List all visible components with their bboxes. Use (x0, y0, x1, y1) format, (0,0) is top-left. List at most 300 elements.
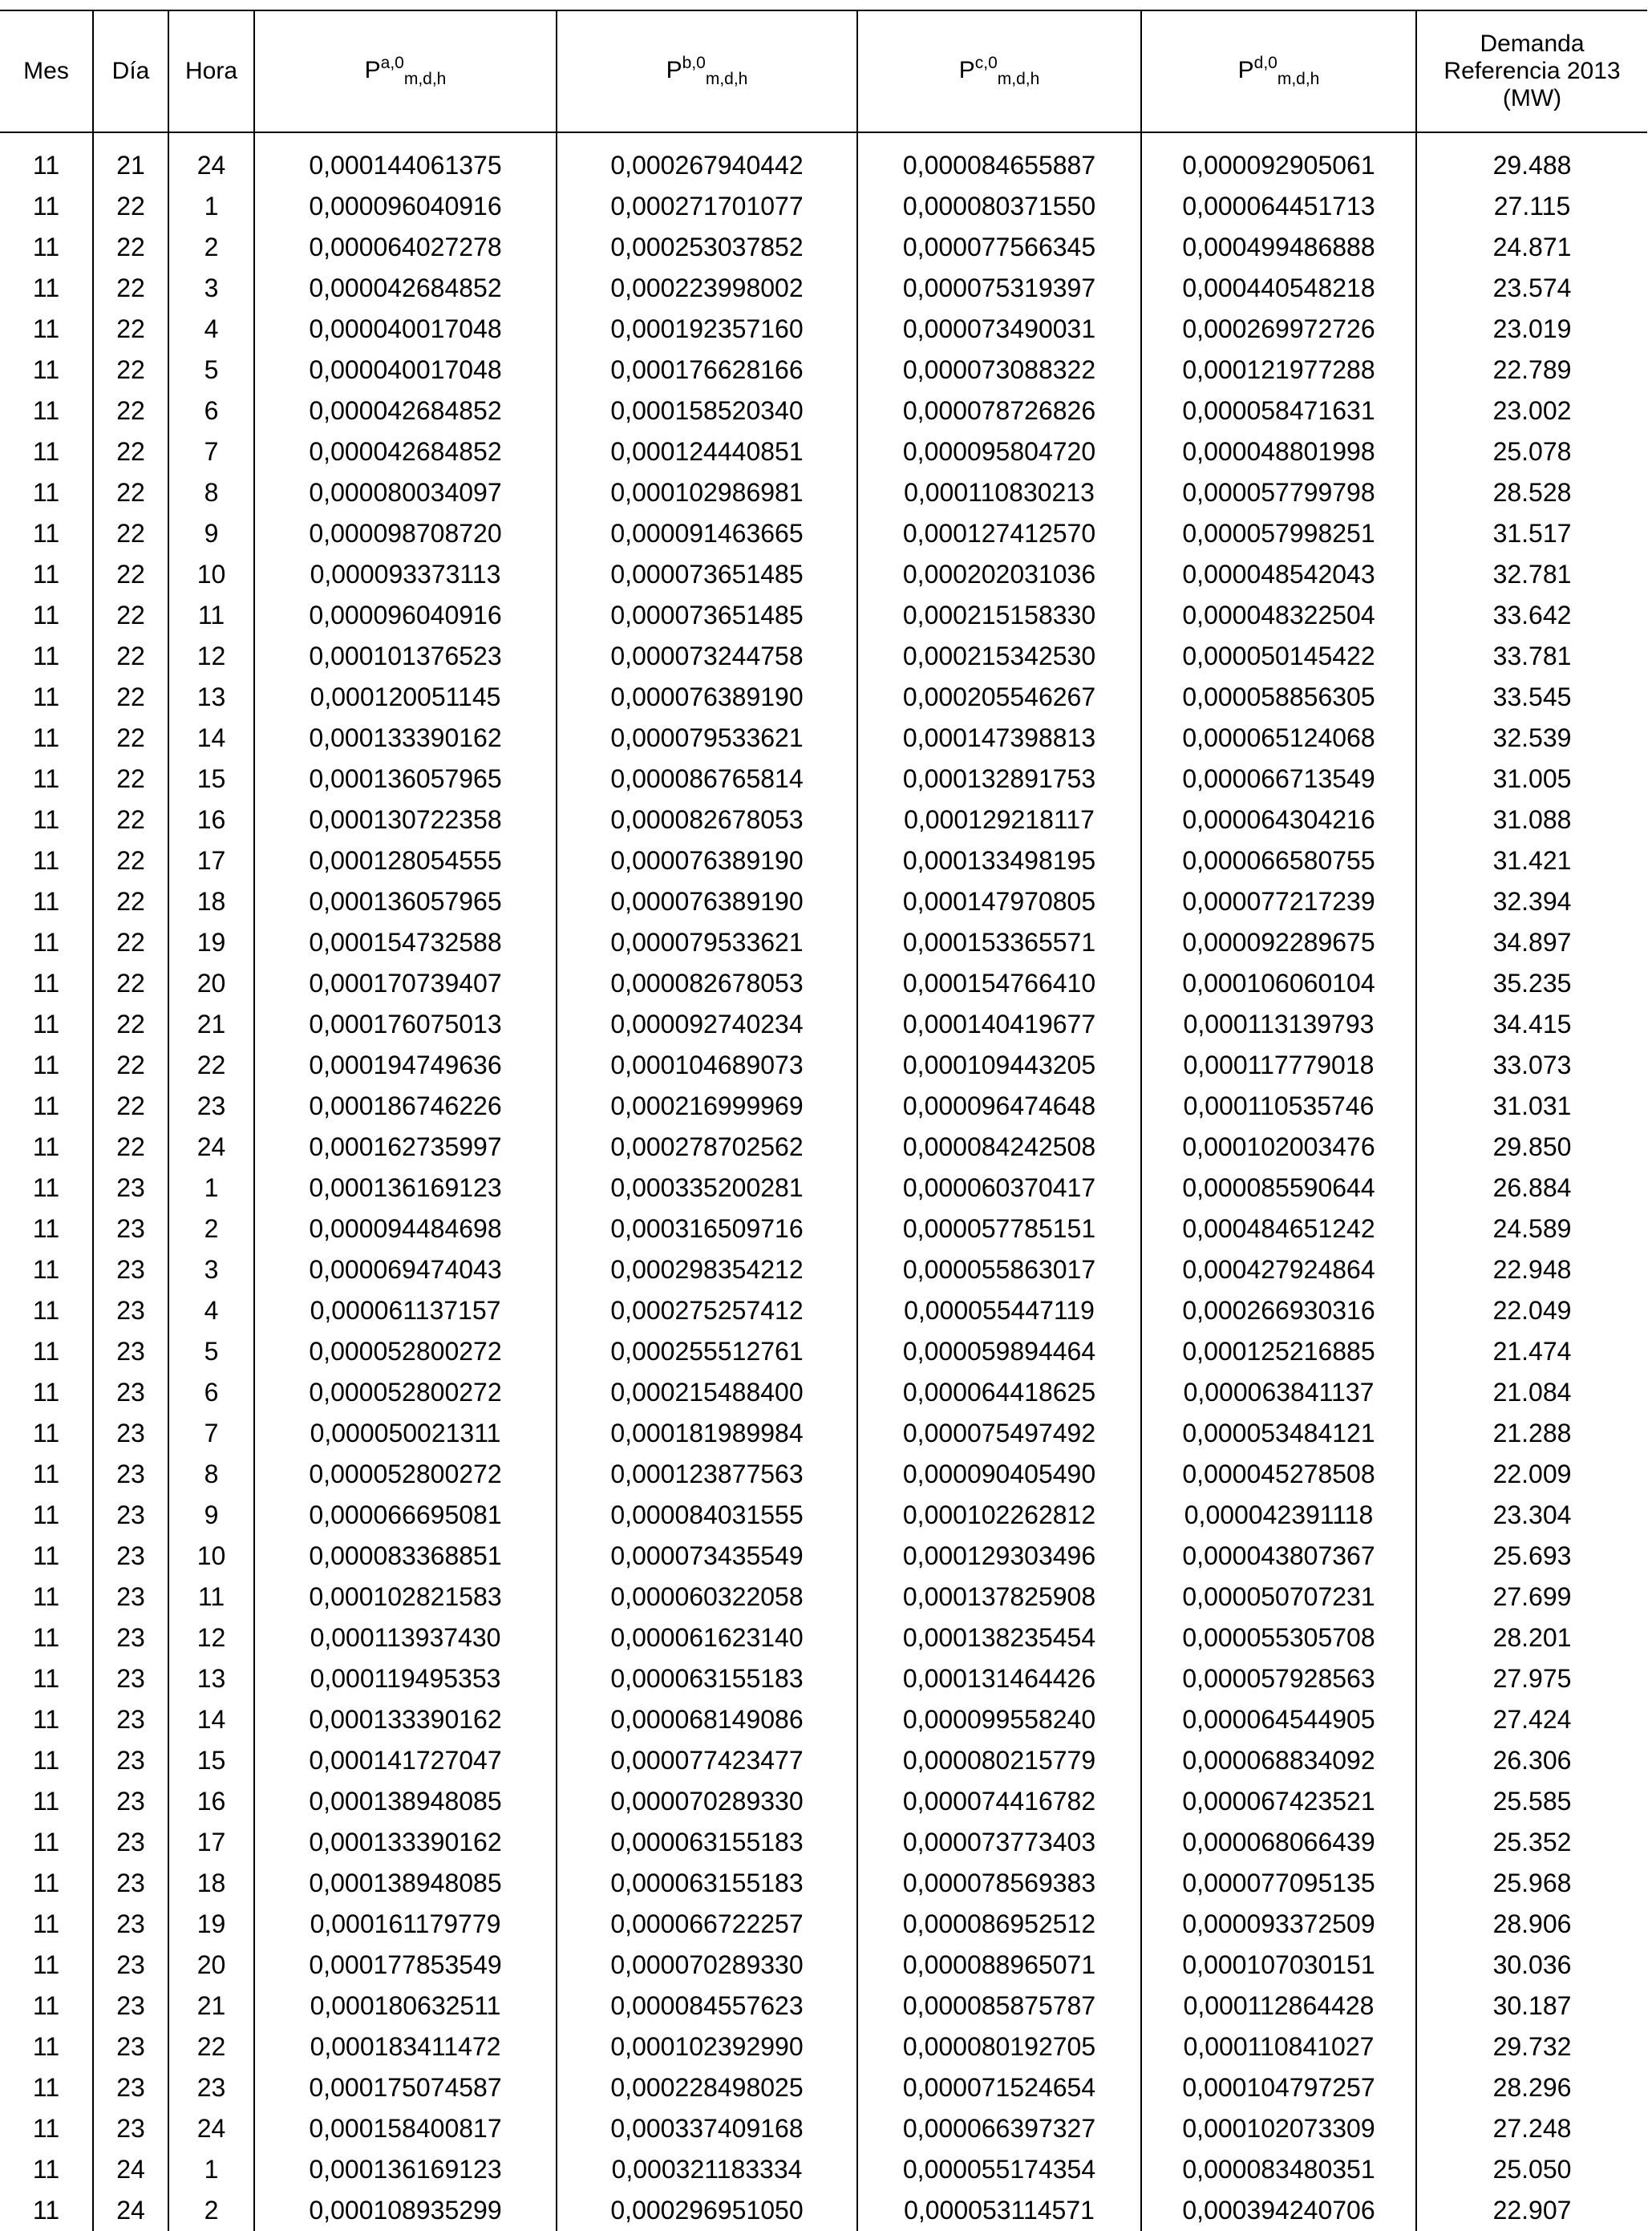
cell-hora: 14 (168, 1699, 254, 1740)
cell-pb: 0,000253037852 (557, 227, 857, 268)
cell-pd: 0,000045278508 (1141, 1454, 1416, 1495)
cell-pb: 0,000091463665 (557, 513, 857, 554)
cell-dia: 23 (93, 2108, 168, 2149)
cell-demanda: 22.789 (1416, 350, 1647, 391)
cell-pc: 0,000096474648 (857, 1086, 1141, 1127)
cell-pb: 0,000102986981 (557, 472, 857, 513)
cell-pb: 0,000070289330 (557, 1781, 857, 1822)
cell-pa: 0,000069474043 (254, 1249, 557, 1290)
cell-demanda: 23.304 (1416, 1495, 1647, 1536)
cell-dia: 22 (93, 268, 168, 309)
cell-mes: 11 (32, 396, 60, 425)
spacer-cell (0, 132, 93, 145)
table-row (0, 186, 1647, 227)
cell-dia: 22 (93, 963, 168, 1004)
table-row (0, 1658, 1647, 1699)
cell-pc: 0,000080371550 (857, 186, 1141, 227)
cell-pc: 0,000129303496 (857, 1536, 1141, 1577)
cell-pa: 0,000108935299 (254, 2190, 557, 2231)
cell-dia: 23 (93, 1577, 168, 1618)
table-row (0, 1699, 1647, 1740)
table-row (0, 677, 1647, 718)
cell-mes: 11 (32, 2196, 60, 2225)
table-row (0, 1127, 1647, 1168)
cell-pa: 0,000133390162 (254, 1822, 557, 1863)
cell-mes: 11 (32, 1909, 60, 1938)
spacer-cell (93, 132, 168, 145)
cell-hora: 21 (168, 1986, 254, 2027)
cell-pa: 0,000136057965 (254, 759, 557, 800)
cell-mes: 11 (32, 2032, 60, 2061)
cell-pc: 0,000129218117 (857, 800, 1141, 840)
cell-pd: 0,000063841137 (1141, 1372, 1416, 1413)
header-demanda (1416, 10, 1647, 132)
header-pd-base: P (1237, 56, 1254, 83)
cell-mes: 11 (32, 478, 60, 507)
header-demanda-line-2: Referencia 2013 (1443, 58, 1621, 84)
cell-pc: 0,000085875787 (857, 1986, 1141, 2027)
cell-pd: 0,000068834092 (1141, 1740, 1416, 1781)
cell-mes: 11 (32, 519, 60, 548)
cell-dia: 23 (93, 1249, 168, 1290)
header-pd-sup: d,0 (1253, 53, 1277, 72)
header-pa (254, 10, 557, 132)
cell-pd: 0,000057799798 (1141, 472, 1416, 513)
cell-pc: 0,000066397327 (857, 2108, 1141, 2149)
cell-dia: 23 (93, 1536, 168, 1577)
cell-pd: 0,000058471631 (1141, 391, 1416, 431)
table-row (0, 1781, 1647, 1822)
spacer-cell (557, 132, 857, 145)
cell-pa: 0,000175074587 (254, 2067, 557, 2108)
cell-pa: 0,000093373113 (254, 554, 557, 595)
cell-hora: 9 (168, 513, 254, 554)
cell-pc: 0,000057785151 (857, 1209, 1141, 1249)
cell-pc: 0,000074416782 (857, 1781, 1141, 1822)
cell-pd: 0,000083480351 (1141, 2149, 1416, 2190)
table-row (0, 513, 1647, 554)
cell-mes: 11 (32, 1541, 60, 1570)
cell-pc: 0,000102262812 (857, 1495, 1141, 1536)
header-dia: Día (93, 10, 168, 132)
cell-pa: 0,000186746226 (254, 1086, 557, 1127)
cell-dia: 22 (93, 759, 168, 800)
table-row (0, 268, 1647, 309)
cell-pa: 0,000101376523 (254, 636, 557, 677)
table-row (0, 1413, 1647, 1454)
cell-pd: 0,000394240706 (1141, 2190, 1416, 2231)
cell-pb: 0,000068149086 (557, 1699, 857, 1740)
table-row (0, 1168, 1647, 1209)
cell-demanda: 21.474 (1416, 1331, 1647, 1372)
cell-hora: 21 (168, 1004, 254, 1045)
cell-dia: 22 (93, 1086, 168, 1127)
cell-mes: 11 (32, 2155, 60, 2184)
cell-dia: 23 (93, 1699, 168, 1740)
cell-pa: 0,000133390162 (254, 1699, 557, 1740)
cell-demanda: 25.968 (1416, 1863, 1647, 1904)
cell-mes: 11 (32, 1337, 60, 1366)
cell-pd: 0,000092905061 (1141, 145, 1416, 186)
cell-dia: 23 (93, 1372, 168, 1413)
cell-pd: 0,000106060104 (1141, 963, 1416, 1004)
cell-pd: 0,000110535746 (1141, 1086, 1416, 1127)
cell-hora: 23 (168, 1086, 254, 1127)
cell-pa: 0,000040017048 (254, 350, 557, 391)
cell-dia: 23 (93, 1168, 168, 1209)
table-row (0, 1086, 1647, 1127)
cell-dia: 23 (93, 1945, 168, 1986)
cell-hora: 12 (168, 636, 254, 677)
cell-pb: 0,000084557623 (557, 1986, 857, 2027)
cell-demanda: 22.009 (1416, 1454, 1647, 1495)
demand-profile-table (0, 10, 1647, 2231)
cell-hora: 22 (168, 2027, 254, 2067)
cell-pb: 0,000073651485 (557, 595, 857, 636)
cell-pc: 0,000153365571 (857, 922, 1141, 963)
spacer-cell (168, 132, 254, 145)
cell-mes: 11 (32, 1296, 60, 1325)
cell-pd: 0,000104797257 (1141, 2067, 1416, 2108)
cell-mes: 11 (32, 1623, 60, 1652)
cell-pb: 0,000082678053 (557, 963, 857, 1004)
cell-pc: 0,000137825908 (857, 1577, 1141, 1618)
cell-demanda: 31.031 (1416, 1086, 1647, 1127)
cell-dia: 23 (93, 1331, 168, 1372)
header-pc (857, 10, 1141, 132)
cell-hora: 20 (168, 1945, 254, 1986)
cell-pb: 0,000061623140 (557, 1618, 857, 1658)
header-pb-sub: m,d,h (705, 69, 748, 88)
cell-dia: 22 (93, 554, 168, 595)
spacer-cell (857, 132, 1141, 145)
table-row (0, 1209, 1647, 1249)
cell-mes: 11 (32, 2114, 60, 2143)
table-row (0, 1904, 1647, 1945)
cell-demanda: 28.906 (1416, 1904, 1647, 1945)
cell-hora: 23 (168, 2067, 254, 2108)
header-pd-sub: m,d,h (1277, 69, 1320, 88)
cell-pd: 0,000066580755 (1141, 840, 1416, 881)
cell-dia: 22 (93, 718, 168, 759)
table-row (0, 1945, 1647, 1986)
header-pc-base: P (958, 56, 975, 83)
cell-dia: 22 (93, 513, 168, 554)
cell-mes: 11 (32, 1664, 60, 1693)
cell-pd: 0,000064304216 (1141, 800, 1416, 840)
cell-mes: 11 (32, 1419, 60, 1448)
cell-hora: 19 (168, 1904, 254, 1945)
cell-pa: 0,000113937430 (254, 1618, 557, 1658)
cell-demanda: 23.002 (1416, 391, 1647, 431)
cell-dia: 22 (93, 227, 168, 268)
cell-pc: 0,000053114571 (857, 2190, 1141, 2231)
cell-hora: 2 (168, 2190, 254, 2231)
cell-pb: 0,000079533621 (557, 718, 857, 759)
cell-hora: 12 (168, 1618, 254, 1658)
cell-pa: 0,000161179779 (254, 1904, 557, 1945)
cell-pb: 0,000337409168 (557, 2108, 857, 2149)
cell-pc: 0,000147970805 (857, 881, 1141, 922)
table-row (0, 1618, 1647, 1658)
cell-pc: 0,000080215779 (857, 1740, 1141, 1781)
cell-pd: 0,000058856305 (1141, 677, 1416, 718)
cell-pa: 0,000119495353 (254, 1658, 557, 1699)
cell-demanda: 33.545 (1416, 677, 1647, 718)
cell-pa: 0,000096040916 (254, 595, 557, 636)
cell-pb: 0,000158520340 (557, 391, 857, 431)
cell-pb: 0,000070289330 (557, 1945, 857, 1986)
cell-pb: 0,000267940442 (557, 145, 857, 186)
cell-dia: 24 (93, 2149, 168, 2190)
cell-pc: 0,000080192705 (857, 2027, 1141, 2067)
cell-mes: 11 (32, 1828, 60, 1856)
cell-mes: 11 (32, 1787, 60, 1816)
cell-mes: 11 (32, 1255, 60, 1284)
table-row (0, 800, 1647, 840)
cell-pd: 0,000112864428 (1141, 1986, 1416, 2027)
table-row (0, 1454, 1647, 1495)
cell-pb: 0,000076389190 (557, 677, 857, 718)
spacer-cell (1416, 132, 1647, 145)
cell-dia: 22 (93, 186, 168, 227)
cell-demanda: 32.394 (1416, 881, 1647, 922)
table-row (0, 1290, 1647, 1331)
cell-demanda: 30.187 (1416, 1986, 1647, 2027)
cell-demanda: 35.235 (1416, 963, 1647, 1004)
cell-pc: 0,000110830213 (857, 472, 1141, 513)
cell-hora: 17 (168, 1822, 254, 1863)
cell-pc: 0,000078569383 (857, 1863, 1141, 1904)
cell-mes: 11 (32, 1500, 60, 1529)
cell-hora: 24 (168, 1127, 254, 1168)
cell-pa: 0,000042684852 (254, 391, 557, 431)
cell-pa: 0,000098708720 (254, 513, 557, 554)
cell-dia: 23 (93, 1822, 168, 1863)
table-row (0, 2149, 1647, 2190)
table-row (0, 2027, 1647, 2067)
cell-demanda: 23.019 (1416, 309, 1647, 350)
cell-hora: 3 (168, 268, 254, 309)
cell-pa: 0,000050021311 (254, 1413, 557, 1454)
table-row (0, 391, 1647, 431)
table-row (0, 309, 1647, 350)
cell-mes: 11 (32, 764, 60, 793)
cell-pa: 0,000194749636 (254, 1045, 557, 1086)
cell-pb: 0,000076389190 (557, 840, 857, 881)
cell-demanda: 25.352 (1416, 1822, 1647, 1863)
table-row (0, 1822, 1647, 1863)
cell-pd: 0,000048322504 (1141, 595, 1416, 636)
cell-mes: 11 (32, 1582, 60, 1611)
cell-demanda: 29.850 (1416, 1127, 1647, 1168)
table-row (0, 963, 1647, 1004)
cell-mes: 11 (32, 1214, 60, 1243)
table-header (0, 10, 1647, 132)
cell-pd: 0,000065124068 (1141, 718, 1416, 759)
header-pb-sup: b,0 (682, 53, 706, 72)
cell-mes: 11 (32, 601, 60, 630)
cell-pb: 0,000124440851 (557, 431, 857, 472)
cell-pc: 0,000064418625 (857, 1372, 1141, 1413)
cell-hora: 2 (168, 227, 254, 268)
cell-pc: 0,000073773403 (857, 1822, 1141, 1863)
cell-pa: 0,000052800272 (254, 1331, 557, 1372)
cell-demanda: 31.088 (1416, 800, 1647, 840)
cell-demanda: 27.248 (1416, 2108, 1647, 2149)
cell-mes: 11 (32, 437, 60, 466)
header-mes: Mes (0, 10, 93, 132)
cell-hora: 3 (168, 1249, 254, 1290)
cell-pd: 0,000484651242 (1141, 1209, 1416, 1249)
cell-pc: 0,000127412570 (857, 513, 1141, 554)
cell-demanda: 21.288 (1416, 1413, 1647, 1454)
cell-demanda: 33.781 (1416, 636, 1647, 677)
header-spacer-row (0, 132, 1647, 145)
table-row (0, 1536, 1647, 1577)
cell-dia: 24 (93, 2190, 168, 2231)
cell-mes: 11 (32, 969, 60, 998)
table-row (0, 1004, 1647, 1045)
cell-hora: 8 (168, 472, 254, 513)
cell-pb: 0,000181989984 (557, 1413, 857, 1454)
cell-pb: 0,000298354212 (557, 1249, 857, 1290)
cell-mes: 11 (32, 1705, 60, 1734)
header-demanda-line-3: (MW) (1502, 85, 1562, 111)
table-row (0, 718, 1647, 759)
table-row (0, 2108, 1647, 2149)
cell-demanda: 25.693 (1416, 1536, 1647, 1577)
cell-dia: 23 (93, 1413, 168, 1454)
cell-pb: 0,000092740234 (557, 1004, 857, 1045)
cell-pd: 0,000042391118 (1141, 1495, 1416, 1536)
cell-pc: 0,000071524654 (857, 2067, 1141, 2108)
cell-pa: 0,000094484698 (254, 1209, 557, 1249)
cell-dia: 23 (93, 1495, 168, 1536)
cell-pa: 0,000061137157 (254, 1290, 557, 1331)
cell-mes: 11 (32, 1173, 60, 1202)
header-pa-base: P (364, 56, 381, 83)
cell-mes: 11 (32, 273, 60, 302)
cell-pa: 0,000154732588 (254, 922, 557, 963)
cell-pa: 0,000180632511 (254, 1986, 557, 2027)
cell-pa: 0,000177853549 (254, 1945, 557, 1986)
cell-pc: 0,000138235454 (857, 1618, 1141, 1658)
cell-dia: 23 (93, 1904, 168, 1945)
table-row (0, 636, 1647, 677)
cell-pc: 0,000095804720 (857, 431, 1141, 472)
table-row (0, 2190, 1647, 2231)
cell-hora: 14 (168, 718, 254, 759)
cell-pd: 0,000048542043 (1141, 554, 1416, 595)
cell-pa: 0,000066695081 (254, 1495, 557, 1536)
cell-demanda: 34.415 (1416, 1004, 1647, 1045)
cell-demanda: 31.005 (1416, 759, 1647, 800)
cell-hora: 22 (168, 1045, 254, 1086)
cell-mes: 11 (32, 314, 60, 343)
cell-pb: 0,000278702562 (557, 1127, 857, 1168)
cell-pc: 0,000205546267 (857, 677, 1141, 718)
cell-pa: 0,000042684852 (254, 431, 557, 472)
cell-pc: 0,000078726826 (857, 391, 1141, 431)
table-row (0, 227, 1647, 268)
cell-demanda: 26.884 (1416, 1168, 1647, 1209)
cell-dia: 23 (93, 1209, 168, 1249)
table-row (0, 1740, 1647, 1781)
cell-hora: 13 (168, 1658, 254, 1699)
cell-demanda: 27.115 (1416, 186, 1647, 227)
cell-hora: 4 (168, 1290, 254, 1331)
cell-mes: 11 (32, 928, 60, 957)
cell-hora: 20 (168, 963, 254, 1004)
cell-dia: 22 (93, 472, 168, 513)
cell-hora: 18 (168, 1863, 254, 1904)
table-row (0, 1986, 1647, 2027)
cell-hora: 11 (168, 1577, 254, 1618)
header-pa-sup: a,0 (380, 53, 404, 72)
cell-hora: 16 (168, 800, 254, 840)
cell-pb: 0,000073435549 (557, 1536, 857, 1577)
cell-pd: 0,000440548218 (1141, 268, 1416, 309)
cell-pd: 0,000125216885 (1141, 1331, 1416, 1372)
cell-pa: 0,000170739407 (254, 963, 557, 1004)
cell-mes: 11 (32, 805, 60, 834)
data-sheet (0, 10, 1647, 2231)
table-row (0, 881, 1647, 922)
cell-pd: 0,000077217239 (1141, 881, 1416, 922)
cell-hora: 24 (168, 2108, 254, 2149)
cell-dia: 23 (93, 1986, 168, 2027)
cell-pc: 0,000140419677 (857, 1004, 1141, 1045)
cell-demanda: 27.975 (1416, 1658, 1647, 1699)
cell-pa: 0,000176075013 (254, 1004, 557, 1045)
cell-pc: 0,000084655887 (857, 145, 1141, 186)
cell-pd: 0,000053484121 (1141, 1413, 1416, 1454)
cell-demanda: 22.907 (1416, 2190, 1647, 2231)
header-pd (1141, 10, 1416, 132)
cell-hora: 11 (168, 595, 254, 636)
cell-pa: 0,000080034097 (254, 472, 557, 513)
header-hora: Hora (168, 10, 254, 132)
cell-pa: 0,000064027278 (254, 227, 557, 268)
cell-pc: 0,000075319397 (857, 268, 1141, 309)
cell-dia: 23 (93, 1618, 168, 1658)
cell-pa: 0,000136169123 (254, 2149, 557, 2190)
cell-pa: 0,000138948085 (254, 1863, 557, 1904)
cell-dia: 23 (93, 2067, 168, 2108)
cell-pc: 0,000133498195 (857, 840, 1141, 881)
table-row (0, 1045, 1647, 1086)
spacer-cell (1141, 132, 1416, 145)
cell-dia: 22 (93, 350, 168, 391)
cell-dia: 22 (93, 595, 168, 636)
cell-mes: 11 (32, 1460, 60, 1488)
cell-pc: 0,000202031036 (857, 554, 1141, 595)
cell-hora: 18 (168, 881, 254, 922)
cell-pc: 0,000090405490 (857, 1454, 1141, 1495)
cell-pc: 0,000055863017 (857, 1249, 1141, 1290)
cell-pd: 0,000043807367 (1141, 1536, 1416, 1577)
cell-dia: 23 (93, 1863, 168, 1904)
header-pb (557, 10, 857, 132)
cell-pb: 0,000086765814 (557, 759, 857, 800)
cell-pb: 0,000079533621 (557, 922, 857, 963)
cell-mes: 11 (32, 2073, 60, 2102)
table-row (0, 1863, 1647, 1904)
cell-pb: 0,000073244758 (557, 636, 857, 677)
cell-demanda: 25.078 (1416, 431, 1647, 472)
cell-demanda: 25.585 (1416, 1781, 1647, 1822)
